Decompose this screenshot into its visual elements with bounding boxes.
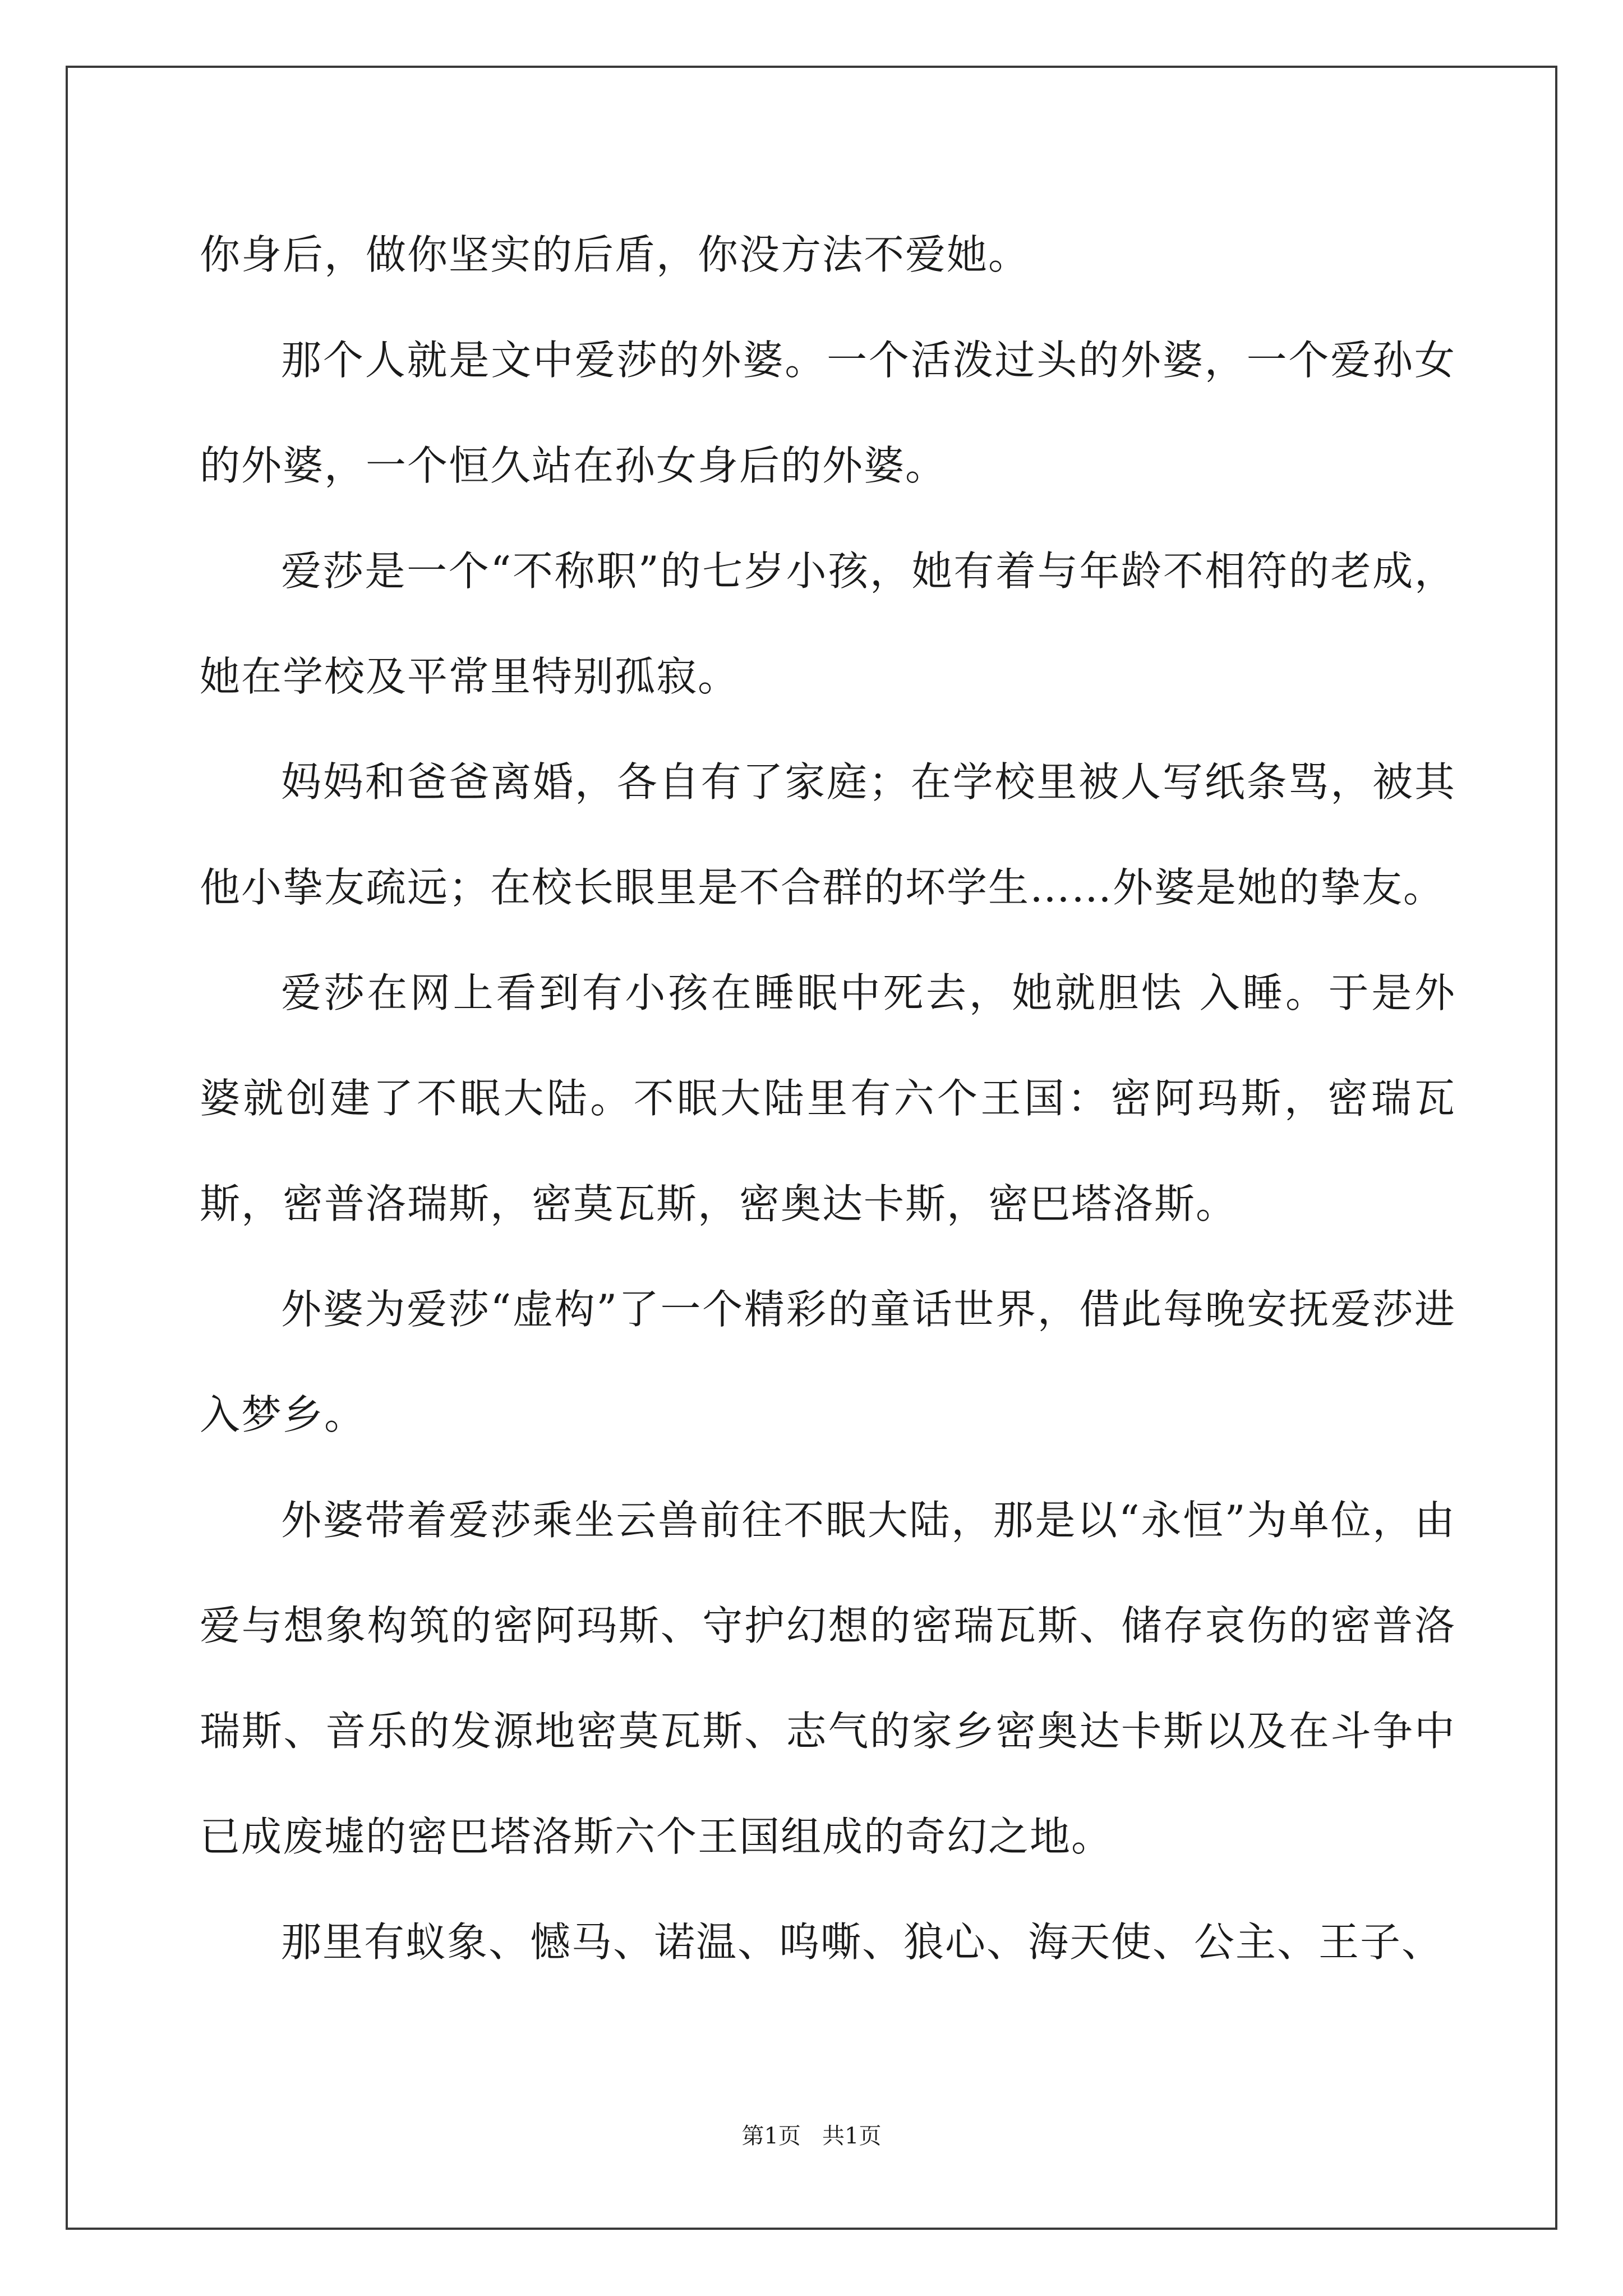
page-footer: 第1页 共1页 (741, 2123, 882, 2149)
paragraph-5: 爱莎在网上看到有小孩在睡眠中死去，她就胆怯 入睡。于是外婆就创建了不眠大陆。不眠大陆里有六个王国：密阿玛斯，密瑞瓦斯，密普洛瑞斯，密莫瓦斯，密奥达卡斯，密巴塔洛斯。 (200, 969, 1456, 1227)
paragraph-4: 妈妈和爸爸离婚，各自有了家庭；在学校里被人写纸条骂，被其他小挚友疏远；在校长眼里是不合群的坏学生……外婆是她的挚友。 (200, 758, 1456, 911)
paragraph-2: 那个人就是文中爱莎的外婆。一个活泼过头的外婆，一个爱孙女的外婆，一个恒久站在孙女身后的外婆。 (200, 337, 1456, 489)
paragraph-6: 外婆为爱莎“虚构”了一个精彩的童话世界，借此每晚安抚爱莎进入梦乡。 (200, 1286, 1456, 1438)
document-body (200, 202, 1456, 1995)
paragraph-1: 你身后，做你坚实的后盾，你没方法不爱她。 (200, 231, 1030, 278)
paragraph-7: 外婆带着爱莎乘坐云兽前往不眠大陆，那是以“永恒”为单位，由爱与想象构筑的密阿玛斯、守护幻想的密瑞瓦斯、储存哀伤的密普洛瑞斯、音乐的发源地密莫瓦斯、志气的家乡密奥达卡斯以及在斗争中已成废墟的密巴塔洛斯六个王国组成的奇幻之地。 (200, 1497, 1456, 1860)
paragraph-3: 爱莎是一个“不称职”的七岁小孩，她有着与年龄不相符的老成，她在学校及平常里特别孤寂。 (200, 547, 1456, 700)
paragraph-8: 那里有蚁象、憾马、诺温、呜嘶、狼心、海天使、公主、王子、 (281, 1918, 1444, 1966)
